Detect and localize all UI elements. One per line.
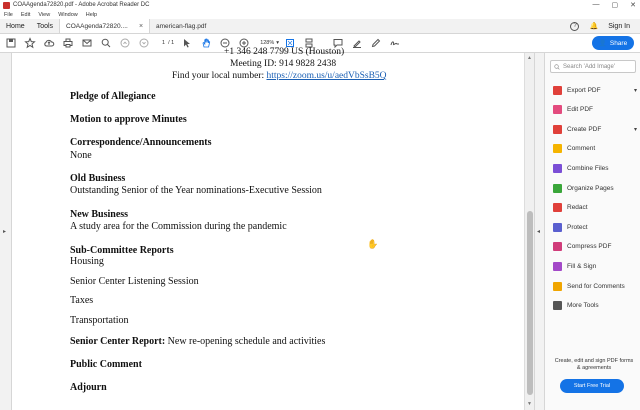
tools-panel (544, 53, 640, 410)
tool-redact[interactable] (553, 202, 637, 214)
text-taxes: Taxes (70, 295, 94, 306)
tool-comment[interactable] (553, 143, 637, 155)
notifications-bell-icon[interactable]: 🔔 (589, 23, 599, 30)
page-number-field[interactable] (162, 40, 174, 46)
tool-label: Export PDF (567, 86, 601, 94)
protect-icon (553, 223, 562, 232)
heading-subcommittee: Sub-Committee Reports (70, 245, 174, 256)
hand-tool-icon[interactable] (199, 36, 213, 50)
tool-label: Protect (567, 223, 588, 231)
minimize-button[interactable]: — (592, 1, 600, 8)
tool-label: More Tools (567, 302, 599, 310)
tool-organize-pages[interactable] (553, 182, 637, 194)
document-viewer[interactable] (12, 47, 524, 410)
find-local-label: Find your local number: (172, 71, 267, 81)
window-title: COAAgenda72820.pdf - Adobe Acrobat Reader DC (13, 2, 150, 8)
phone-line: +1 346 248 7799 US (Houston) (224, 47, 345, 57)
promo-text: Create, edit and sign PDF forms & agreements (554, 358, 634, 371)
fill-sign-icon (553, 262, 562, 271)
senior-center-report (70, 336, 325, 347)
text-senior-report: New re-opening schedule and activities (165, 336, 326, 347)
tab-home[interactable]: Home (6, 22, 25, 30)
tool-more-tools[interactable] (553, 300, 637, 312)
tool-protect[interactable] (553, 221, 637, 233)
sign-tool-icon[interactable] (388, 36, 402, 50)
tool-export-pdf[interactable] (553, 84, 637, 96)
search-placeholder: Search 'Add Image' (563, 63, 615, 70)
right-panel-strip (534, 53, 544, 410)
chevron-down-icon[interactable]: ▾ (633, 87, 637, 94)
meeting-id: Meeting ID: 914 9828 2438 (230, 59, 337, 69)
start-free-trial-button[interactable]: Start Free Trial (560, 379, 624, 393)
tool-search-input[interactable] (550, 60, 636, 73)
zoom-value: 128% (260, 40, 275, 46)
text-transportation: Transportation (70, 315, 129, 326)
save-icon[interactable] (4, 36, 18, 50)
tool-label: Compress PDF (567, 243, 612, 251)
bookmark-star-icon[interactable] (23, 36, 37, 50)
menu-help[interactable]: Help (85, 11, 98, 18)
redact-icon (553, 203, 562, 212)
tab-tools[interactable]: Tools (36, 22, 54, 30)
menu-window[interactable]: Window (58, 11, 78, 18)
sign-in-link[interactable]: Sign In (608, 22, 630, 30)
share-button[interactable] (592, 36, 634, 50)
create-pdf-icon (553, 125, 562, 134)
document-tab-label: COAAgenda72820.... (66, 22, 128, 30)
scroll-up-icon[interactable]: ▲ (527, 55, 532, 61)
scroll-down-icon[interactable]: ▼ (527, 401, 532, 407)
text-old-business: Outstanding Senior of the Year nominations-Executive Session (70, 185, 322, 196)
menu-file[interactable]: File (4, 11, 13, 18)
tool-label: Edit PDF (567, 106, 594, 114)
organize-pages-icon (553, 184, 562, 193)
acrobat-logo-icon (3, 2, 10, 9)
heading-public-comment: Public Comment (70, 359, 142, 370)
tool-send-for-comments[interactable] (553, 280, 637, 292)
tool-label: Create PDF (567, 125, 602, 133)
search-icon[interactable] (99, 36, 113, 50)
send-for-comments-icon (553, 282, 562, 291)
text-new-business: A study area for the Commission during the pandemic (70, 221, 287, 232)
left-panel-strip (0, 53, 12, 410)
cloud-upload-icon[interactable] (42, 36, 56, 50)
select-cursor-icon[interactable] (180, 36, 194, 50)
previous-page-icon[interactable] (118, 36, 132, 50)
collapse-right-panel-icon[interactable]: ◂ (537, 229, 541, 235)
tool-combine-files[interactable] (553, 162, 637, 174)
heading-correspondence: Correspondence/Announcements (70, 137, 212, 148)
text-listening-session: Senior Center Listening Session (70, 276, 199, 287)
menu-edit[interactable]: Edit (20, 11, 31, 18)
current-page[interactable]: 1 (162, 40, 166, 46)
tool-compress-pdf[interactable] (553, 241, 637, 253)
close-tab-icon[interactable]: × (138, 22, 144, 30)
tab-bar (0, 19, 640, 34)
tool-edit-pdf[interactable] (553, 104, 637, 116)
page-total: / 1 (168, 40, 175, 46)
zoom-level-dropdown[interactable] (260, 40, 279, 46)
vertical-scrollbar[interactable] (524, 53, 534, 410)
tool-label: Send for Comments (567, 282, 625, 290)
pdf-page (12, 47, 524, 410)
menu-view[interactable]: View (38, 11, 51, 18)
tool-label: Redact (567, 204, 588, 212)
next-page-icon[interactable] (137, 36, 151, 50)
share-label: Share (609, 39, 628, 47)
heading-motion: Motion to approve Minutes (70, 114, 187, 125)
tool-fill-sign[interactable] (553, 260, 637, 272)
tool-label: Fill & Sign (567, 262, 597, 270)
expand-left-panel-icon[interactable]: ▸ (3, 229, 7, 235)
find-local-number (172, 71, 387, 81)
chevron-down-icon: ▾ (276, 40, 280, 46)
email-icon[interactable] (80, 36, 94, 50)
tool-label: Organize Pages (567, 184, 614, 192)
highlight-pen-icon[interactable] (350, 36, 364, 50)
tool-label: Comment (567, 145, 596, 153)
print-icon[interactable] (61, 36, 75, 50)
document-tab[interactable] (149, 19, 239, 33)
share-icon: 👤 (598, 40, 607, 47)
heading-senior-report: Senior Center Report: (70, 336, 166, 347)
document-tab-active[interactable] (59, 19, 149, 33)
tool-create-pdf[interactable] (553, 123, 637, 135)
heading-old-business: Old Business (70, 173, 126, 184)
combine-files-icon (553, 164, 562, 173)
export-pdf-icon (553, 86, 562, 95)
hand-cursor-icon: ✋ (367, 239, 379, 249)
heading-new-business: New Business (70, 209, 129, 220)
tool-label: Combine Files (567, 164, 609, 172)
zoom-link[interactable]: https://zoom.us/u/aedVbSsB5Q (266, 71, 387, 81)
maximize-button[interactable]: ▢ (611, 2, 619, 9)
text-none: None (70, 150, 92, 161)
document-tab-label: american-flag.pdf (156, 22, 207, 30)
edit-pdf-icon (553, 105, 562, 114)
draw-pen-icon[interactable] (369, 36, 383, 50)
chevron-down-icon[interactable]: ▾ (633, 126, 637, 133)
title-bar (0, 0, 640, 10)
more-tools-icon (553, 301, 562, 310)
close-window-button[interactable]: ✕ (630, 2, 636, 9)
text-housing: Housing (70, 256, 104, 267)
scrollbar-thumb[interactable] (527, 211, 533, 395)
menu-bar (0, 10, 640, 19)
heading-pledge: Pledge of Allegiance (70, 91, 156, 102)
search-icon (554, 64, 560, 70)
comment-icon (553, 144, 562, 153)
heading-adjourn: Adjourn (70, 382, 107, 393)
compress-pdf-icon (553, 242, 562, 251)
help-icon[interactable]: ? (570, 22, 579, 31)
